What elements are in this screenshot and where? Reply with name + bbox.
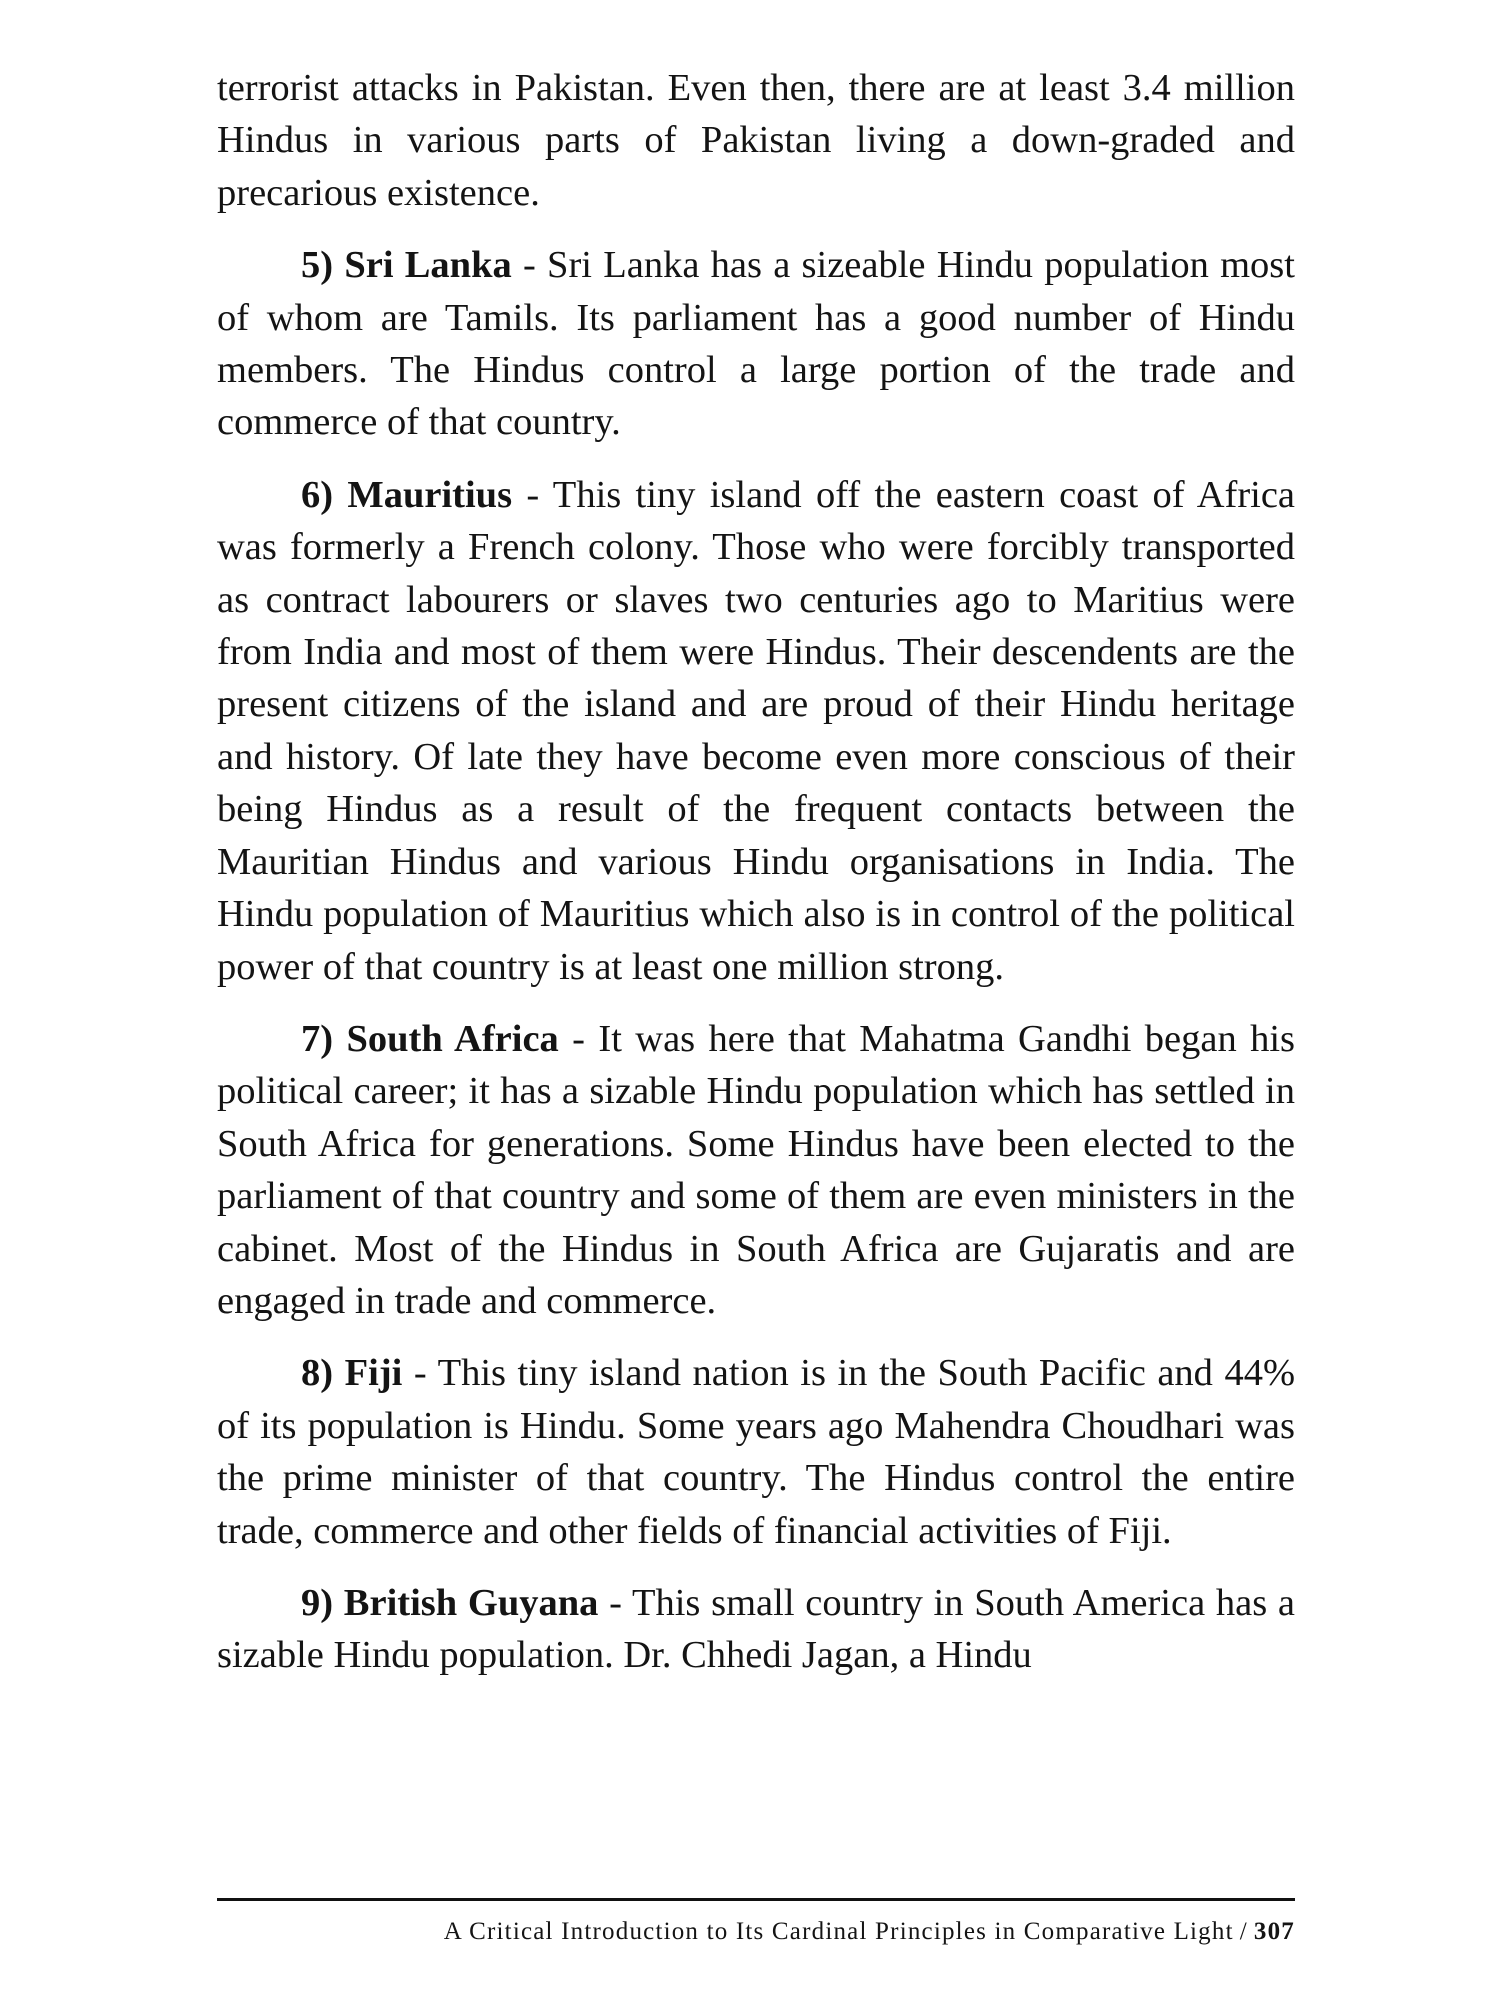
paragraph-british-guyana (217, 1577, 1295, 1682)
paragraph-text: This tiny island off the eastern coast of Africa was formerly a French colony. Those who were forcibly transported as contract labourers or slaves two centuries ago to Maritius were from India and most of them were Hindus. Their descendents are the present citizens of the island and are proud of their Hindu heritage and history. Of late they have become even more conscious of their being Hindus as a result of the frequent contacts between the Mauritian Hindus and various Hindu organisations in India. The Hindu population of Mauritius which also is in control of the political power of that country is at least one million strong. (217, 473, 1296, 988)
heading-dash: - (526, 473, 540, 516)
section-heading: Mauritius (347, 473, 513, 516)
heading-dash: - (572, 1017, 585, 1060)
page-number: 307 (1253, 1918, 1295, 1945)
paragraph-fiji (217, 1347, 1295, 1557)
section-number: 8) (301, 1352, 334, 1395)
section-heading: British Guyana (343, 1581, 599, 1624)
section-number: 7) (301, 1017, 334, 1060)
paragraph-mauritius (217, 469, 1295, 993)
paragraph-text: terrorist attacks in Pakistan. Even then, there are at least 3.4 million Hindus in various parts of Pakistan living a down-graded and precarious existence. (217, 67, 1295, 214)
paragraph-text: It was here that Mahatma Gandhi began his political career; it has a sizable Hindu population which has settled in South Africa for generations. Some Hindus have been elected to the parliament of that country and some of them are even ministers in the cabinet. Most of the Hindus in South Africa are Gujaratis and are engaged in trade and commerce. (217, 1017, 1296, 1322)
paragraph-text: This small country in South America has a sizable Hindu population. Dr. Chhedi Jagan, a Hindu (217, 1581, 1296, 1677)
footer-separator: / (1239, 1918, 1248, 1945)
paragraph-sri-lanka (217, 239, 1295, 449)
section-number: 9) (301, 1581, 334, 1624)
section-heading: Sri Lanka (344, 244, 512, 287)
section-number: 6) (301, 473, 334, 516)
section-heading: Fiji (344, 1352, 403, 1395)
paragraph-south-africa (217, 1013, 1295, 1327)
section-heading: South Africa (346, 1017, 559, 1060)
page-footer (217, 1916, 1295, 1948)
paragraph-pakistan-continued (217, 62, 1295, 219)
heading-dash: - (413, 1352, 427, 1395)
heading-dash: - (609, 1581, 622, 1624)
heading-dash: - (522, 244, 536, 287)
page-body (217, 62, 1295, 1882)
paragraph-text: This tiny island nation is in the South Pacific and 44% of its population is Hindu. Some years ago Mahendra Choudhari was the prime minister of that country. The Hindus control the entire trade, commerce and other fields of financial activities of Fiji. (217, 1352, 1296, 1552)
section-number: 5) (301, 244, 334, 287)
footer-rule (217, 1898, 1295, 1901)
paragraph-text: Sri Lanka has a sizeable Hindu population most of whom are Tamils. Its parliament has a good number of Hindu members. The Hindus control a large portion of the trade and commerce of that country. (217, 244, 1295, 444)
running-title: A Critical Introduction to Its Cardinal Principles in Comparative Light (443, 1918, 1234, 1945)
